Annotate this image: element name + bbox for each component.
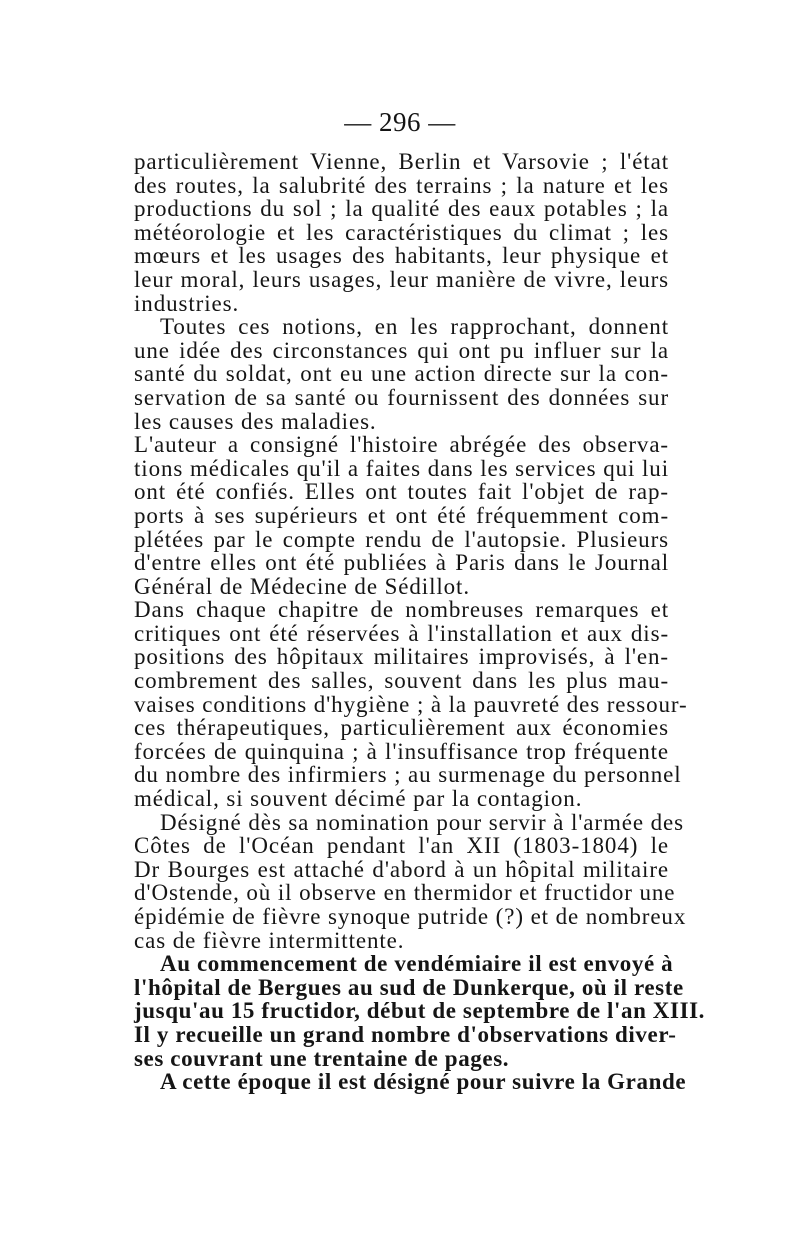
- text-line: les causes des maladies.: [134, 408, 377, 434]
- text-line: d'entre elles ont été publiées à Paris dans le Journal: [134, 550, 669, 576]
- text-line: industries.: [134, 290, 240, 316]
- text-line: une idée des circonstances qui ont pu influer sur la: [134, 337, 669, 363]
- text-line: ses couvrant une trentaine de pages.: [134, 1045, 510, 1071]
- text-line: cas de fièvre intermittente.: [134, 927, 405, 953]
- text-line: jusqu'au 15 fructidor, début de septembre de l'an XIII.: [134, 998, 706, 1024]
- text-line: mœurs et les usages des habitants, leur physique et: [134, 243, 669, 269]
- text-line: L'auteur a consigné l'histoire abrégée des observa-: [134, 432, 669, 458]
- text-line: du nombre des infirmiers ; au surmenage du personnel: [134, 762, 682, 788]
- text-line: Désigné dès sa nomination pour servir à l'armée des: [160, 809, 684, 835]
- text-line: vaises conditions d'hygiène ; à la pauvreté des ressour-: [134, 691, 688, 717]
- text-line: Côtes de l'Océan pendant l'an XII (1803-1804) le: [134, 833, 669, 859]
- text-line: forcées de quinquina ; à l'insuffisance trop fréquente: [134, 738, 669, 764]
- paragraph: [134, 315, 669, 433]
- text-line: particulièrement Vienne, Berlin et Varsovie ; l'état: [134, 149, 669, 174]
- paragraph: [134, 433, 669, 598]
- text-line: santé du soldat, ont eu une action directe sur la con-: [134, 361, 669, 387]
- paragraph: [134, 150, 669, 315]
- text-line: combrement des salles, souvent dans les plus mau-: [134, 668, 669, 694]
- text-line: ports à ses supérieurs et ont été fréquemment com-: [134, 502, 669, 528]
- paragraph: [134, 951, 706, 1071]
- body-text: [134, 149, 706, 1095]
- text-line: positions des hôpitaux militaires improvisés, à l'en-: [134, 644, 669, 670]
- text-line: médical, si souvent décimé par la contagion.: [134, 786, 583, 812]
- text-line: l'hôpital de Bergues au sud de Dunkerque, où il reste: [134, 974, 684, 1000]
- text-line: Dr Bourges est attaché d'abord à un hôpital militaire: [134, 856, 669, 882]
- paragraph: [134, 809, 687, 953]
- paragraph: [134, 597, 688, 812]
- text-line: ont été confiés. Elles ont toutes fait l'objet de rap-: [134, 479, 669, 505]
- text-line: des routes, la salubrité des terrains ; la nature et les: [134, 172, 669, 198]
- page-number: — 296 —: [344, 107, 456, 137]
- text-line: météorologie et les caractéristiques du climat ; les: [134, 219, 669, 245]
- text-line: A cette époque il est désigné pour suivre la Grande: [160, 1069, 687, 1095]
- paragraph: [134, 1069, 687, 1095]
- text-line: ces thérapeutiques, particulièrement aux économies: [134, 715, 669, 741]
- text-line: plétées par le compte rendu de l'autopsie. Plusieurs: [134, 526, 669, 552]
- text-line: tions médicales qu'il a faites dans les services qui lui: [134, 455, 669, 481]
- text-line: Il y recueille un grand nombre d'observations diver-: [134, 1021, 677, 1047]
- text-line: Au commencement de vendémiaire il est envoyé à: [160, 951, 674, 977]
- text-line: Toutes ces notions, en les rapprochant, donnent: [160, 314, 669, 340]
- text-line: épidémie de fièvre synoque putride (?) et de nombreux: [134, 904, 687, 929]
- text-line: Dans chaque chapitre de nombreuses remarques et: [134, 597, 669, 623]
- text-line: productions du sol ; la qualité des eaux potables ; la: [134, 196, 669, 222]
- text-line: critiques ont été réservées à l'installation et aux dis-: [134, 620, 669, 646]
- text-line: servation de sa santé ou fournissent des données sur: [134, 384, 669, 410]
- text-line: Général de Médecine de Sédillot.: [134, 573, 470, 599]
- text-line: leur moral, leurs usages, leur manière de vivre, leurs: [134, 266, 669, 292]
- text-line: d'Ostende, où il observe en thermidor et fructidor une: [134, 880, 676, 906]
